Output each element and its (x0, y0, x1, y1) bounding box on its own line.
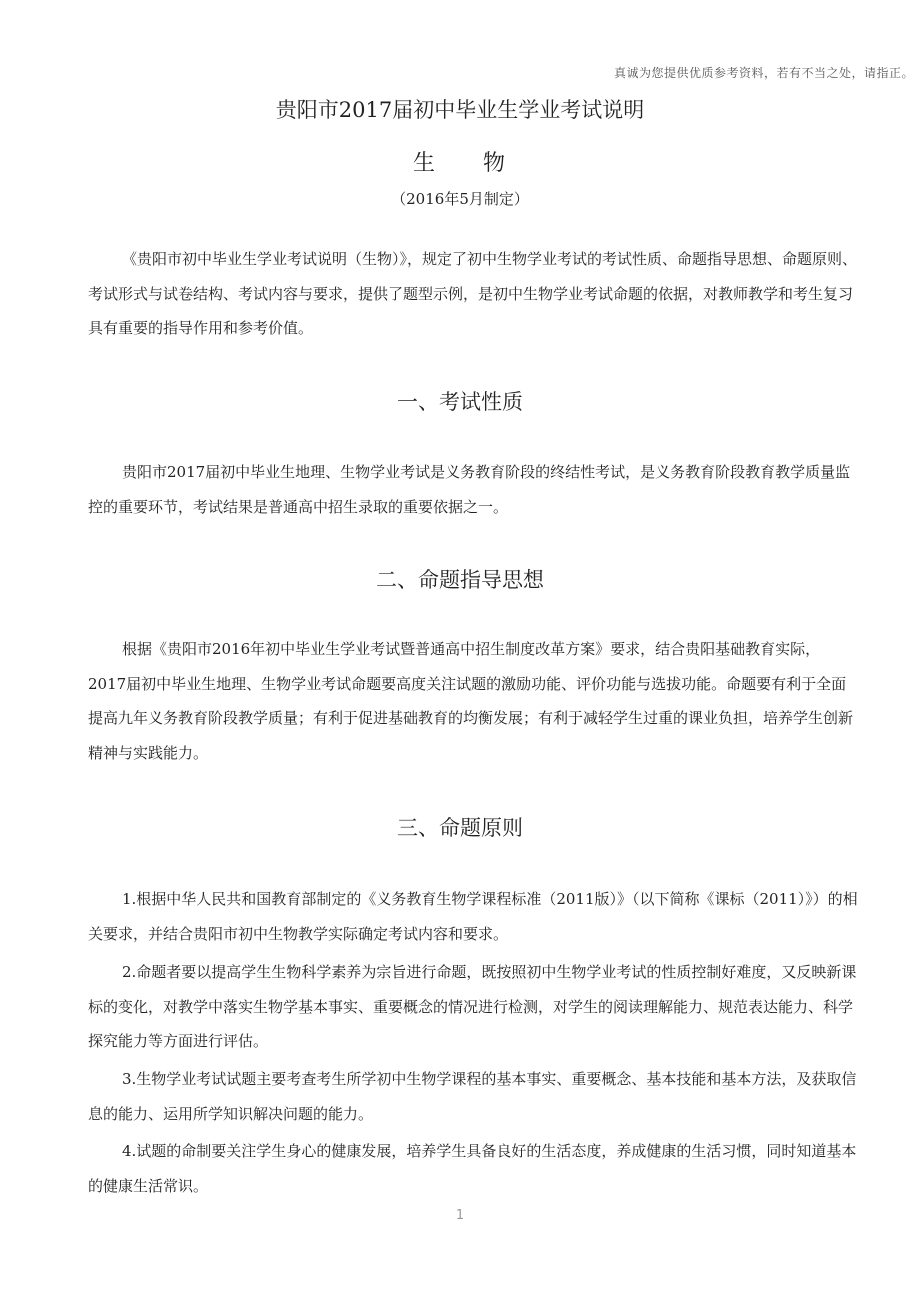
document-title: 贵阳市2017届初中毕业生学业考试说明 (275, 98, 645, 122)
section-2-paragraph: 根据《贵阳市2016年初中毕业生学业考试暨普通高中招生制度改革方案》要求，结合贵阳基础教育实际，2017届初中毕业生地理、生物学业考试命题要高度关注试题的激励功能、评价功能与选拔功能。命题要有利于全面提高九年义务教育阶段教学质量；有利于促进基础教育的均衡发展；有利于减轻学生过重的课业负担，培养学生创新精神与实践能力。 (88, 640, 854, 762)
document-date: （2016年5月制定） (391, 190, 529, 208)
principle-1: 1.根据中华人民共和国教育部制定的《义务教育生物学课程标准（2011版）》（以下简称《课标（2011）》）的相关要求，并结合贵阳市初中生物教学实际确定考试内容和要求。 (88, 890, 858, 943)
subject-char-2: 物 (483, 151, 508, 176)
principle-4: 4.试题的命制要关注学生身心的健康发展，培养学生具备良好的生活态度，养成健康的生活习惯，同时知道基本的健康生活常识。 (88, 1142, 857, 1195)
page-number: 1 (455, 1208, 465, 1223)
intro-paragraph: 《贵阳市初中毕业生学业考试说明（生物）》，规定了初中生物学业考试的考试性质、命题指导思想、命题原则、考试形式与试卷结构、考试内容与要求，提供了题型示例，是初中生物学业考试命题的依据，对教师教学和考生复习具有重要的指导作用和参考价值。 (88, 250, 858, 337)
section-heading-1: 一、考试性质 (397, 390, 523, 414)
section-1-paragraph: 贵阳市2017届初中毕业生地理、生物学业考试是义务教育阶段的终结性考试，是义务教育阶段教育教学质量监控的重要环节，考试结果是普通高中招生录取的重要依据之一。 (88, 463, 851, 516)
section-heading-2: 二、命题指导思想 (376, 568, 544, 592)
section-heading-3: 三、命题原则 (397, 816, 523, 840)
header-note: 真诚为您提供优质参考资料，若有不当之处，请指正。 (613, 66, 914, 80)
principle-2: 2.命题者要以提高学生生物科学素养为宗旨进行命题，既按照初中生物学业考试的性质控制好难度，又反映新课标的变化，对教学中落实生物学基本事实、重要概念的情况进行检测，对学生的阅读理解能力、规范表达能力、科学探究能力等方面进行评估。 (88, 963, 857, 1050)
subject-heading (0, 146, 920, 177)
subject-char-1: 生 (412, 151, 437, 176)
principle-3: 3.生物学业考试试题主要考查考生所学初中生物学课程的基本事实、重要概念、基本技能和基本方法，及获取信息的能力、运用所学知识解决问题的能力。 (88, 1070, 857, 1123)
